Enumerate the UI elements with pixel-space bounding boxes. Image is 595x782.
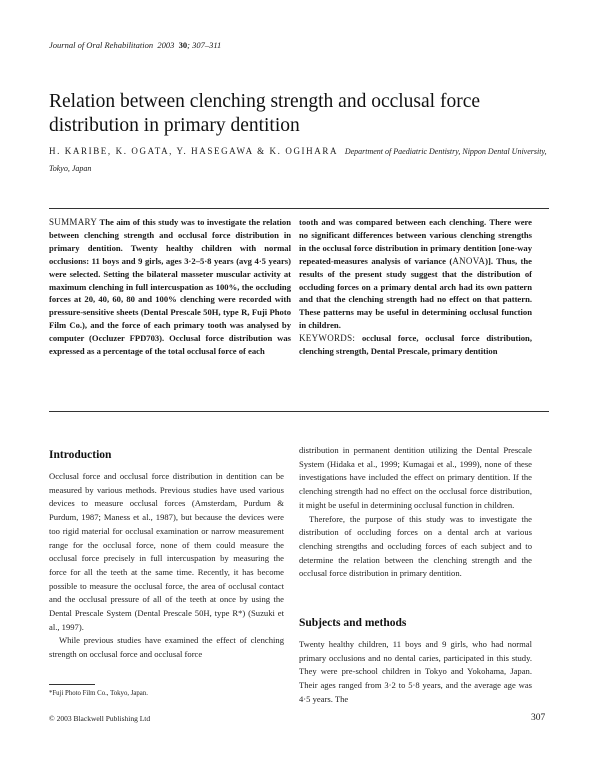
- page-number: 307: [531, 713, 546, 723]
- keywords-label: KEYWORDS:: [299, 333, 356, 344]
- right-paragraph-2: Therefore, the purpose of this study was to investigate the distribution of occluding forces on a dental arch at various clenching strengths and occluding forces of each subject and to determine the relation between the clenching strength and the occlusal force distribution in primary dentition.: [299, 513, 532, 579]
- affiliation: Department of Paediatric Dentistry, Nippon Dental University, Tokyo, Japan: [49, 147, 547, 173]
- right-body-top: [299, 444, 532, 581]
- abstract-top-rule: [49, 208, 549, 209]
- summary-text-left: The aim of this study was to investigate the relation between clenching strength and occlusal force distribution in primary dentition. Twenty healthy children with normal occlusions: 11 boys and 9 girls, ages 3·2–5·8 years (avg 4·5 years) were selected. Setting the bilateral masseter muscular activity at maximum clenching in full intercuspation as 100%, the occluding forces at 20, 40, 60, 80 and 100% clenching were recorded with pressure-sensitive sheets (Dental Prescale 50H, type R, Fuji Photo Film Co.), and the force of each primary tooth was analysed by computer (Occluzer FPD703). Occlusal force distribution was expressed as a percentage of the total occlusal force of each: [49, 217, 292, 357]
- keywords-text: occlusal force, occlusal force distribution, clenching strength, Dental Prescale, primary dentition: [299, 333, 532, 357]
- right-body-bottom: [299, 638, 532, 707]
- journal-pages: 307–311: [192, 40, 222, 50]
- intro-paragraph-2: While previous studies have examined the effect of clenching strength on occlusal force and occlusal force: [49, 635, 284, 660]
- abstract-left-column: [49, 216, 291, 358]
- right-paragraph-1: distribution in permanent dentition utilizing the Dental Prescale System (Hidaka et al., 1999; Kumagai et al., 1999), none of these investigations have included the effect on primary dentition. If the clenching strength had no effect on the occlusal force distribution, it might be useful in determining occlusal function in children.: [299, 445, 532, 510]
- article-title: Relation between clenching strength and occlusal force distribution in primary dentition: [49, 91, 480, 136]
- abstract-bottom-rule: [49, 411, 549, 412]
- author-names: H. KARIBE, K. OGATA, Y. HASEGAWA & K. OGIHARA: [49, 146, 339, 156]
- abstract-right-column: [299, 216, 532, 358]
- journal-volume: 30: [178, 40, 188, 50]
- journal-year: 2003: [157, 40, 175, 50]
- summary-label: SUMMARY: [49, 217, 98, 227]
- anova-abbrev: ANOVA: [452, 255, 486, 266]
- author-block: [49, 143, 559, 177]
- intro-paragraph-1: Occlusal force and occlusal force distribution in dentition can be measured by various methods. Previous studies have used various devices to measure occlusal forces (Amsterdam, Purdum & Purdum, 1987; Maness et al., 1987), but because the devices were too rigid material for occlusal examination or narrow measurement range for the occlusal force, none of them could measure the occlusal force precisely in full intercuspation by measuring the force for all the teeth at the same time. Recently, it has become possible to measure the occlusal force, the area of occlusal contact and the occlusal pressure of all of the teeth at once by using the Dental Prescale System (Dental Prescale 50H, type R*) (Suzuki et al., 1997).: [49, 471, 284, 632]
- right-paragraph-3: Twenty healthy children, 11 boys and 9 girls, who had normal primary occlusions and no dental caries, participated in this study. They were pre-school children in Tokyo and Yokohama, Japan. Their ages ranged from 3·2 to 5·8 years, and the average age was 4·5 years. The: [299, 639, 532, 704]
- footnote: *Fuji Photo Film Co., Tokyo, Japan.: [49, 690, 148, 697]
- journal-header: Journal of Oral Rehabilitation 2003 30; 307–311: [49, 40, 222, 50]
- summary-text-right-a: tooth and was compared between each clenching. There were no significant differences between various clenching strengths in the occlusal force distribution in primary dentition [one-way repeated-measures analysis of variance (: [299, 217, 532, 266]
- section-heading-introduction: Introduction: [49, 449, 112, 461]
- footnote-rule: [49, 684, 95, 685]
- copyright-line: © 2003 Blackwell Publishing Ltd: [49, 714, 151, 723]
- journal-name: Journal of Oral Rehabilitation: [49, 40, 154, 50]
- summary-text-right-b: )]. Thus, the results of the present study suggest that the distribution of occluding forces on a primary dental arch had its own pattern and that the clenching strength had no effect on that pattern. These patterns may be useful in determining occlusal function in children.: [299, 255, 532, 331]
- section-heading-subjects-methods: Subjects and methods: [299, 617, 407, 629]
- intro-body: [49, 470, 284, 662]
